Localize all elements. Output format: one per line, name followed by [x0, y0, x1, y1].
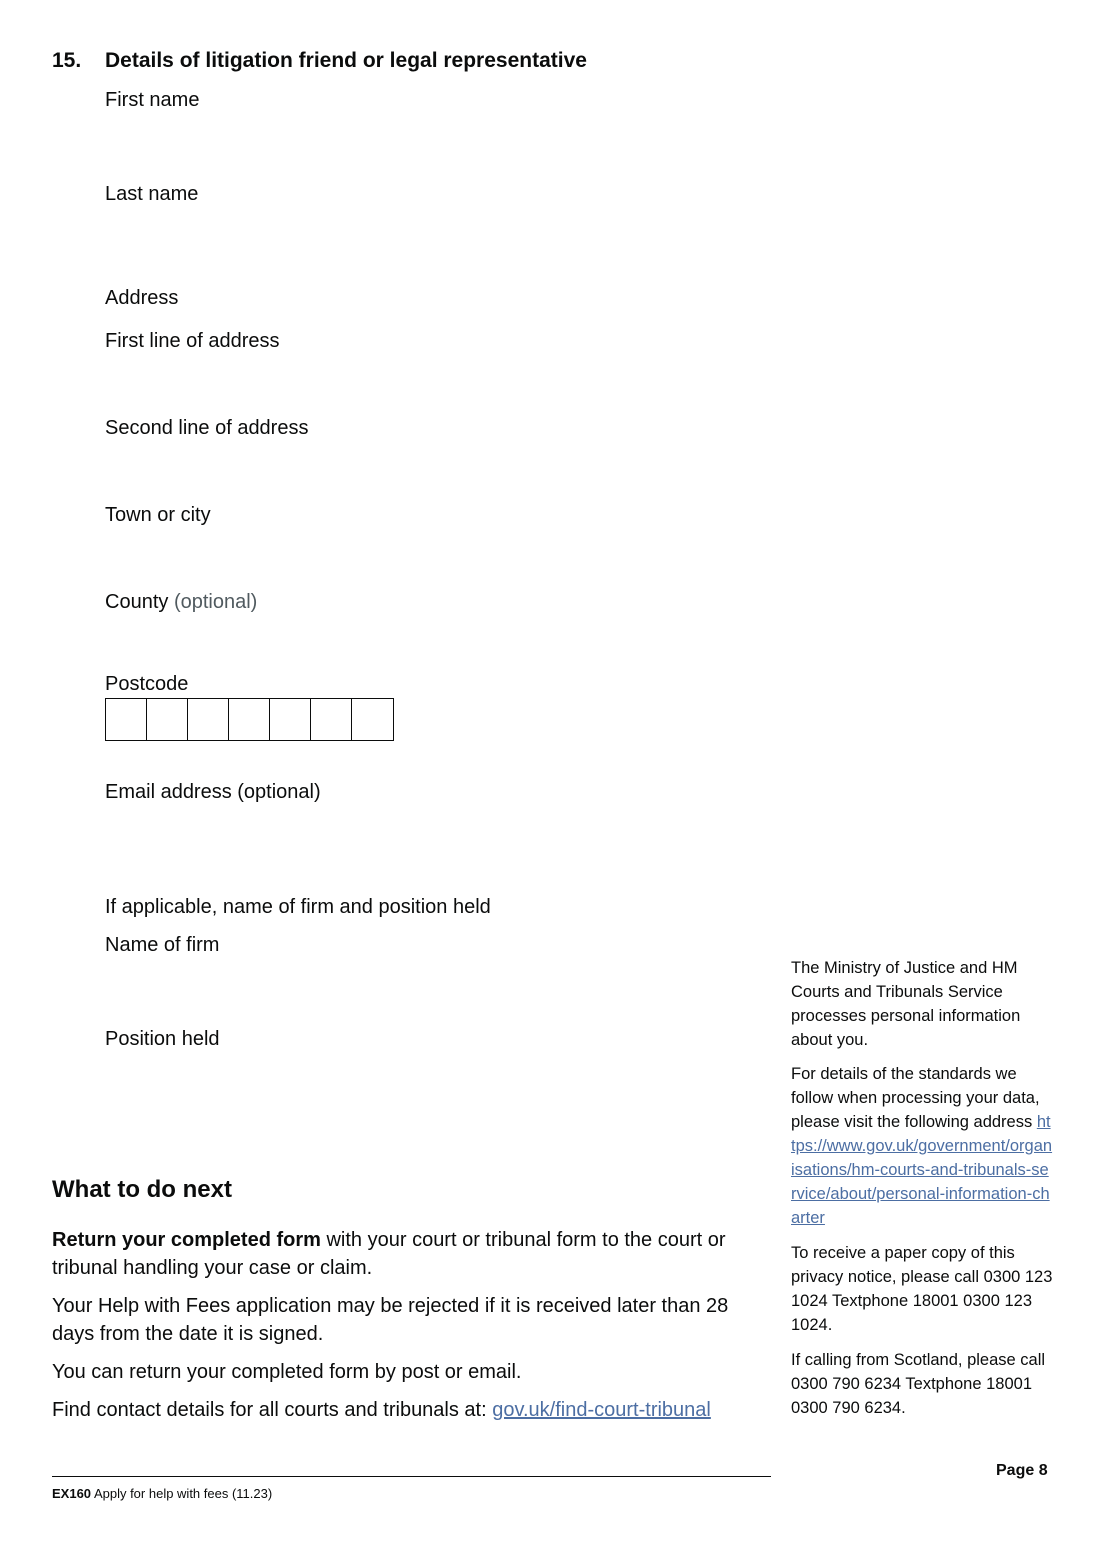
first-name-label: First name: [105, 89, 200, 111]
firm-heading: If applicable, name of firm and position held: [105, 896, 491, 918]
postcode-box[interactable]: [311, 699, 352, 740]
last-name-label: Last name: [105, 183, 199, 205]
firm-name-label: Name of firm: [105, 934, 220, 956]
privacy-notice: [791, 956, 1053, 1420]
footer: [52, 1486, 272, 1501]
next-p4-text: Find contact details for all courts and tribunals at:: [52, 1399, 493, 1421]
next-paragraph-3: You can return your completed form by post or email.: [52, 1361, 522, 1383]
postcode-box[interactable]: [106, 699, 147, 740]
address-line2-label: Second line of address: [105, 417, 309, 439]
email-label: Email address (optional): [105, 781, 321, 803]
position-label: Position held: [105, 1028, 220, 1050]
form-code: EX160: [52, 1486, 92, 1501]
privacy-paragraph-4: If calling from Scotland, please call 0300 790 6234 Textphone 18001 0300 790 6234.: [791, 1351, 1046, 1417]
find-court-link[interactable]: gov.uk/find-court-tribunal: [492, 1399, 711, 1421]
postcode-box[interactable]: [270, 699, 311, 740]
next-p1-bold: Return your completed form: [52, 1229, 321, 1251]
next-steps-title: What to do next: [52, 1176, 232, 1203]
postcode-box[interactable]: [188, 699, 229, 740]
question-title: Details of litigation friend or legal representative: [105, 49, 587, 72]
county-text: County: [105, 591, 169, 613]
next-p1-rest: with your court or tribunal form to the court or tribunal handling your case or claim.: [52, 1229, 726, 1279]
question-number: 15.: [52, 49, 82, 72]
privacy-paragraph-1: The Ministry of Justice and HM Courts and Tribunals Service processes personal information about you.: [791, 959, 1021, 1049]
address-heading: Address: [105, 287, 179, 309]
county-label: [105, 590, 257, 614]
town-label: Town or city: [105, 504, 211, 526]
next-paragraph-1: [52, 1226, 742, 1282]
privacy-p2-text: For details of the standards we follow when processing your data, please visit the following address: [791, 1065, 1040, 1131]
postcode-box[interactable]: [147, 699, 188, 740]
footer-divider: [52, 1476, 771, 1477]
form-title: Apply for help with fees (11.23): [91, 1486, 273, 1501]
address-line1-label: First line of address: [105, 330, 280, 352]
postcode-label: Postcode: [105, 673, 189, 695]
postcode-box[interactable]: [352, 699, 393, 740]
next-paragraph-4: [52, 1396, 742, 1424]
privacy-paragraph-2: [791, 1062, 1053, 1230]
county-optional-text: (optional): [173, 591, 258, 613]
postcode-boxes[interactable]: [105, 698, 394, 741]
page-number: Page 8: [996, 1462, 1048, 1479]
next-paragraph-2: Your Help with Fees application may be rejected if it is received later than 28 days from the date it is signed.: [52, 1295, 729, 1345]
privacy-paragraph-3: To receive a paper copy of this privacy notice, please call 0300 123 1024 Textphone 18001 0300 123 1024.: [791, 1244, 1053, 1334]
privacy-charter-link[interactable]: https://www.gov.uk/government/organisations/hm-courts-and-tribunals-service/about/personal-information-charter: [791, 1113, 1053, 1227]
postcode-box[interactable]: [229, 699, 270, 740]
